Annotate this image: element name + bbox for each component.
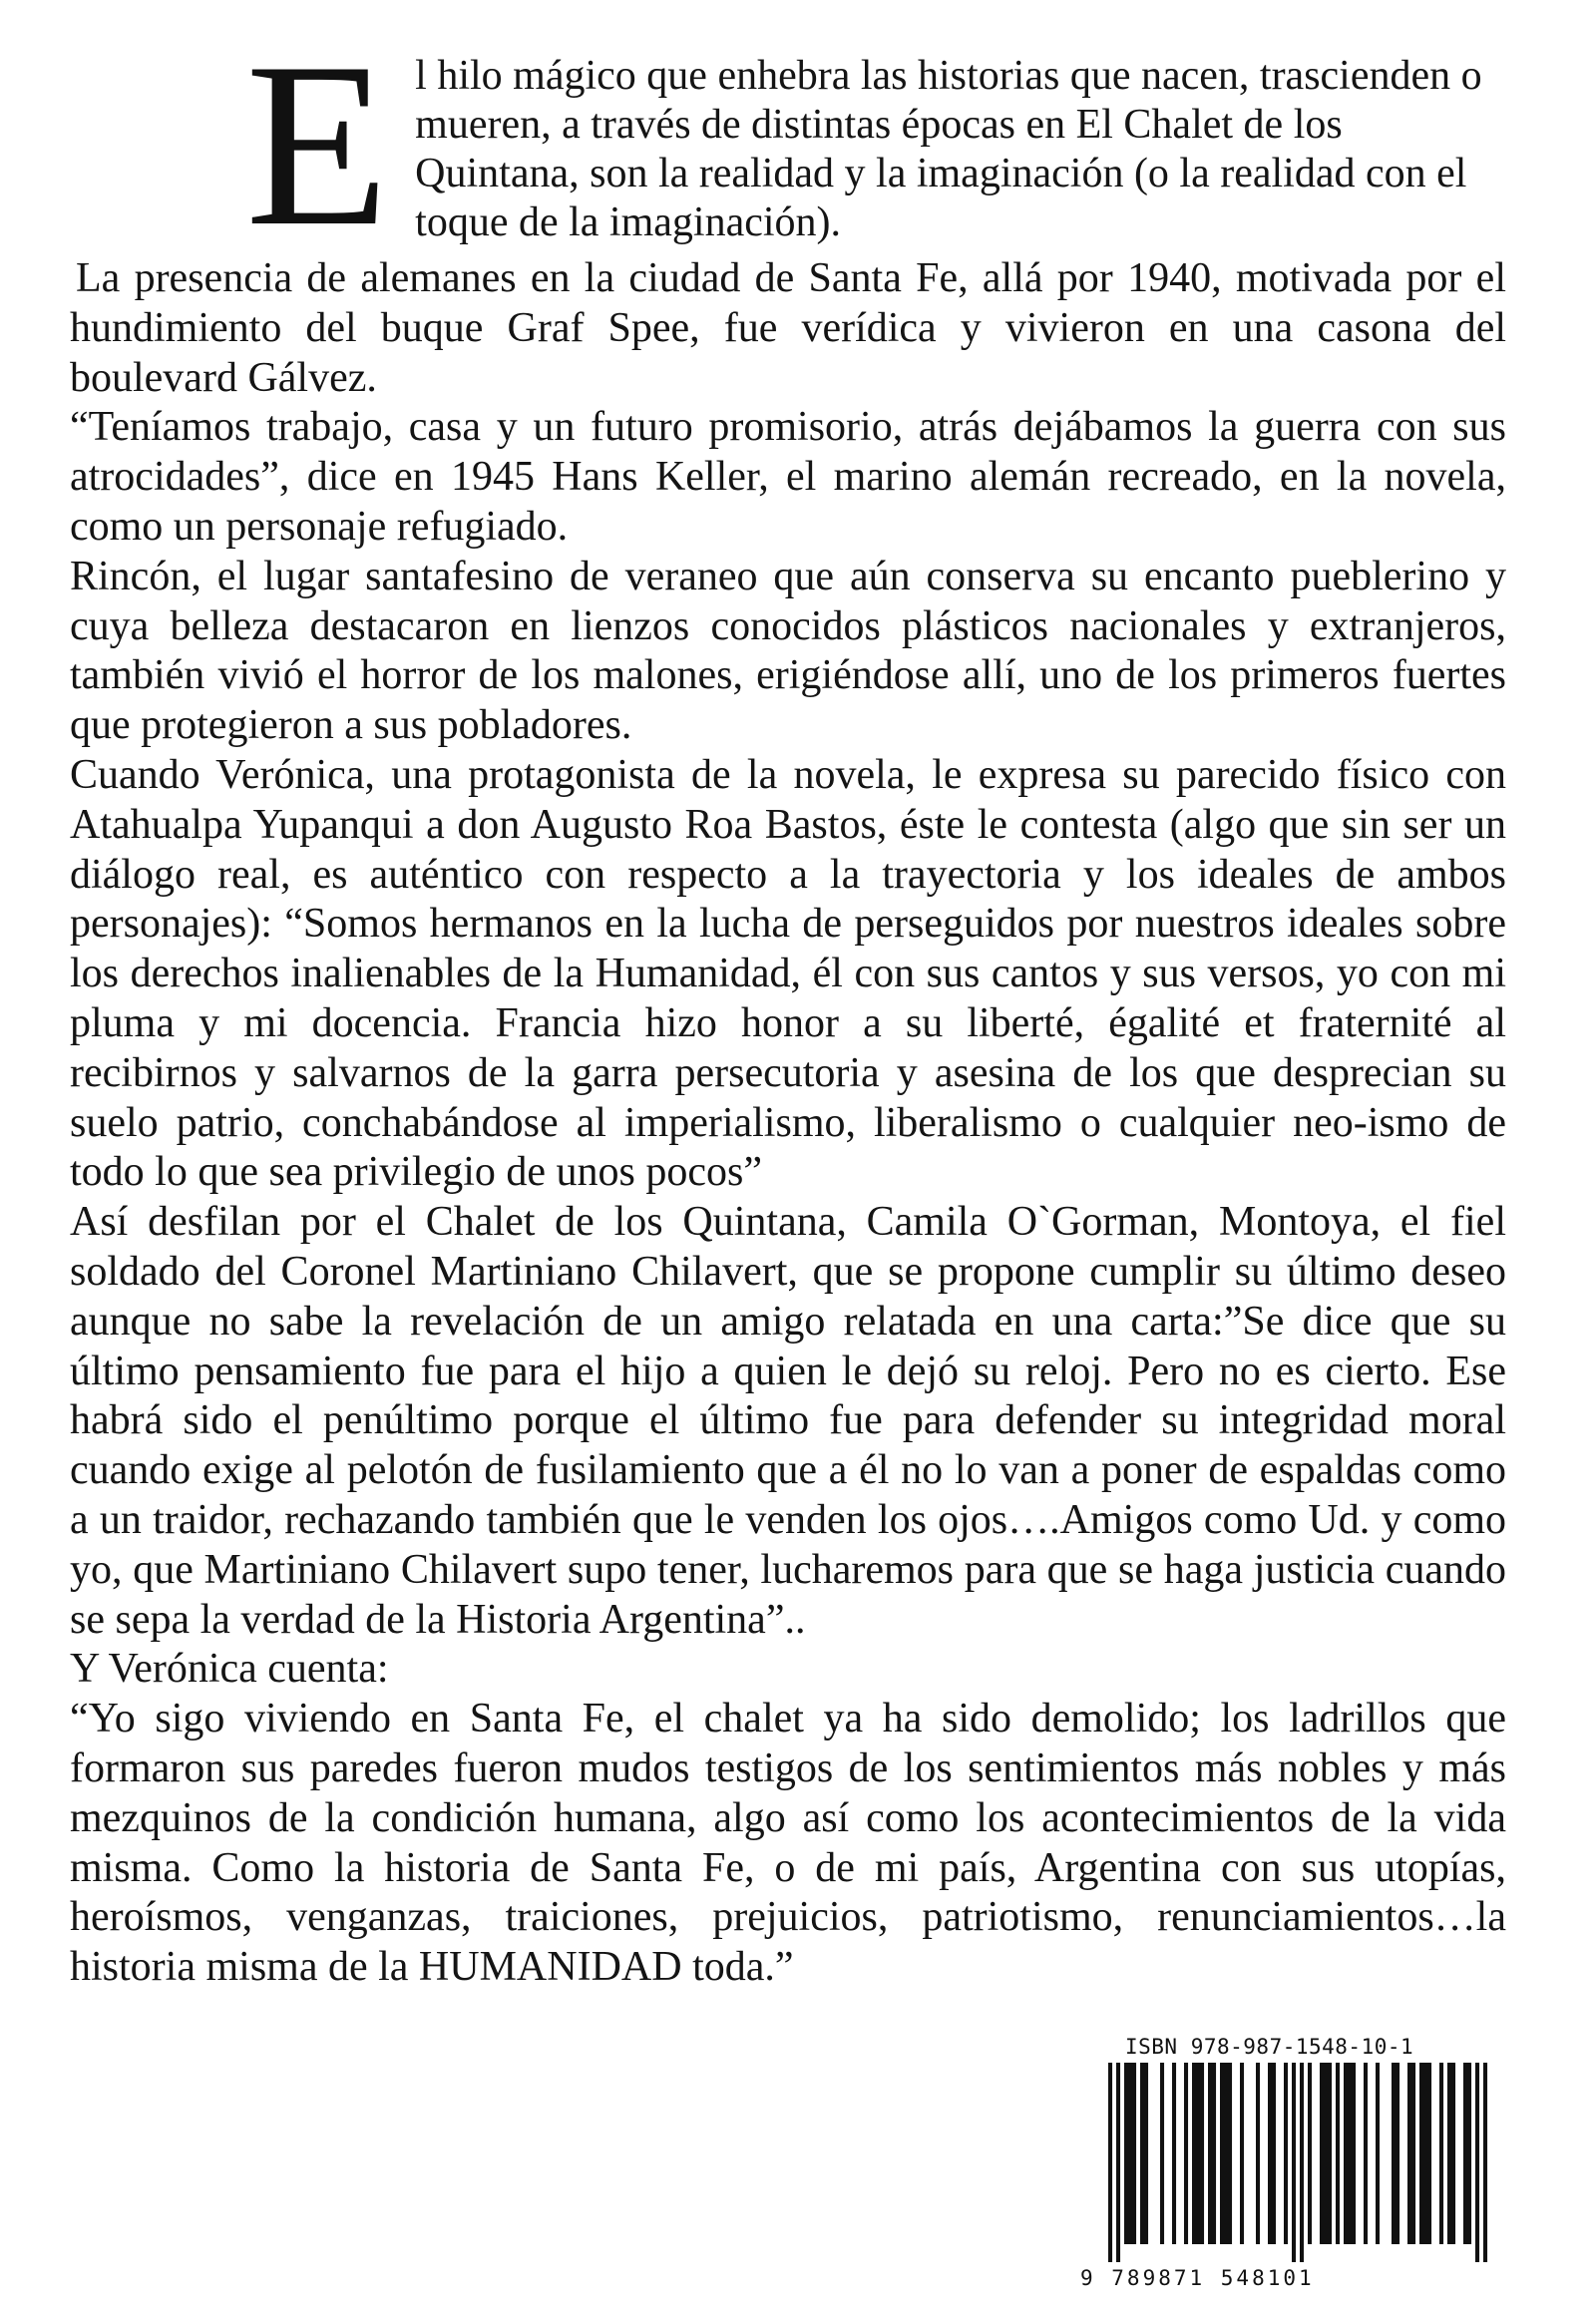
- barcode-image: [1090, 2063, 1494, 2267]
- barcode-bar: [1228, 2063, 1232, 2244]
- barcode-bar: [1128, 2063, 1132, 2244]
- barcode-bar: [1124, 2063, 1128, 2244]
- barcode-bar: [1427, 2063, 1431, 2244]
- paragraph-veronica-roa-bastos: Cuando Verónica, una protagonista de la novela, le expresa su parecido físico con Atahualpa Yupanqui a don Augusto Roa Bastos, éste le contesta (algo que sin ser un diálogo real, es auténtico con respecto a la trayectoria y los ideales de ambos personajes): “Somos hermanos en la lucha de perseguidos por nuestros ideales sobre los derechos inalienables de la Humanidad, él con sus cantos y sus versos, yo con mi pluma y mi docencia. Francia hizo honor a su liberté, égalité et fraternité al recibirnos y salvarnos de la garra persecutoria y asesina de los que desprecian su suelo patrio, conchabándose al imperialismo, liberalismo o cualquier neo-ismo de todo lo que sea privilegio de unos pocos”: [70, 751, 1506, 1196]
- barcode-bar: [1336, 2063, 1340, 2244]
- barcode-bar: [1407, 2063, 1411, 2244]
- barcode-digits: 9 789871 548101: [1080, 2266, 1315, 2290]
- barcode-bar: [1423, 2063, 1427, 2244]
- barcode-bar: [1300, 2063, 1304, 2262]
- barcode-bar: [1256, 2063, 1260, 2244]
- barcode-bar: [1364, 2063, 1368, 2244]
- barcode-bar: [1376, 2063, 1380, 2244]
- paragraph-closing-quote: “Yo sigo viviendo en Santa Fe, el chalet ya ha sido demolido; los ladrillos que formaron sus paredes fueron mudos testigos de los sentimientos más nobles y más mezquinos de la condición humana, algo así como los acontecimientos de la vida misma. Como la historia de Santa Fe, o de mi país, Argentina con sus utopías, heroísmos, venganzas, traiciones, prejuicios, patriotismo, renunciamientos…la historia misma de la HUMANIDAD toda.”: [70, 1696, 1506, 1991]
- intro-text: l hilo mágico que enhebra las historias que nacen, trascienden o mueren, a través de distintas épocas en El Chalet de los Quintana, son la realidad y la imaginación (o la realidad con el toque de la imaginación).: [415, 53, 1482, 245]
- barcode-bar: [1132, 2063, 1136, 2244]
- barcode-bar: [1220, 2063, 1224, 2244]
- barcode-bar: [1352, 2063, 1356, 2244]
- barcode-bar: [1348, 2063, 1352, 2244]
- body-text: [70, 254, 1506, 1993]
- barcode-bar: [1396, 2063, 1399, 2244]
- barcode-bar: [1344, 2063, 1348, 2244]
- paragraph-hans-keller-quote: “Teníamos trabajo, casa y un futuro promisorio, atrás dejábamos la guerra con sus atrocidades”, dice en 1945 Hans Keller, el marino alemán recreado, en la novela, como un personaje refugiado.: [70, 404, 1506, 550]
- barcode-bar: [1292, 2063, 1296, 2262]
- barcode-bar: [1108, 2063, 1112, 2262]
- barcode-bar: [1320, 2063, 1324, 2244]
- barcode-bar: [1184, 2063, 1188, 2244]
- drop-cap-letter: E: [245, 15, 390, 275]
- barcode-bar: [1116, 2063, 1120, 2262]
- barcode-bar: [1192, 2063, 1196, 2244]
- barcode-bar: [1172, 2063, 1176, 2244]
- barcode-bar: [1160, 2063, 1164, 2244]
- barcode-bar: [1240, 2063, 1244, 2244]
- barcode-bar: [1392, 2063, 1396, 2244]
- barcode-bar: [1467, 2063, 1471, 2244]
- intro-paragraph: [70, 15, 1506, 275]
- barcode-bar: [1463, 2063, 1467, 2244]
- barcode-bar: [1200, 2063, 1204, 2244]
- barcode-bar: [1411, 2063, 1415, 2244]
- barcode-bar: [1328, 2063, 1332, 2244]
- isbn-barcode-block: [1080, 2035, 1499, 2296]
- barcode-bar: [1212, 2063, 1216, 2244]
- paragraph-rincon: Rincón, el lugar santafesino de veraneo que aún conserva su encanto pueblerino y cuya belleza destacaron en lienzos conocidos plásticos nacionales y extranjeros, también vivió el horror de los malones, erigiéndose allí, uno de los primeros fuertes que protegieron a sus pobladores.: [70, 553, 1506, 749]
- barcode-bar: [1451, 2063, 1455, 2244]
- barcode-bar: [1268, 2063, 1272, 2244]
- barcode-bar: [1272, 2063, 1276, 2244]
- barcode-bar: [1475, 2063, 1479, 2262]
- barcode-bar: [1284, 2063, 1288, 2244]
- paragraph-veronica-cuenta: Y Verónica cuenta:: [70, 1646, 389, 1693]
- barcode-bar: [1439, 2063, 1443, 2244]
- paragraph-santa-fe-germans: La presencia de alemanes en la ciudad de Santa Fe, allá por 1940, motivada por el hundimiento del buque Graf Spee, fue verídica y vivieron en una casona del boulevard Gálvez.: [70, 255, 1506, 401]
- barcode-bar: [1140, 2063, 1144, 2244]
- barcode-bar: [1419, 2063, 1423, 2244]
- barcode-bar: [1447, 2063, 1451, 2244]
- barcode-bar: [1324, 2063, 1328, 2244]
- barcode-bar: [1208, 2063, 1212, 2244]
- barcode-bar: [1483, 2063, 1487, 2262]
- barcode-bar: [1196, 2063, 1200, 2244]
- barcode-bar: [1308, 2063, 1312, 2244]
- barcode-bar: [1144, 2063, 1148, 2244]
- barcode-bar: [1224, 2063, 1228, 2244]
- paragraph-chalet-chilavert: Así desfilan por el Chalet de los Quintana, Camila O`Gorman, Montoya, el fiel soldado del Coronel Martiniano Chilavert, que se propone cumplir su último deseo aunque no sabe la revelación de un amigo relatada en una carta:”Se dice que su último pensamiento fue para el hijo a quien le dejó su reloj. Pero no es cierto. Ese habrá sido el penúltimo porque el último fue para defender su integridad moral cuando exige al pelotón de fusilamiento que a él no lo van a poner de espaldas como a un traidor, rechazando también que le venden los ojos….Amigos como Ud. y como yo, que Martiniano Chilavert supo tener, lucharemos para que se haga justicia cuando se sepa la verdad de la Historia Argentina”..: [70, 1199, 1506, 1643]
- isbn-label: ISBN 978-987-1548-10-1: [1125, 2035, 1414, 2059]
